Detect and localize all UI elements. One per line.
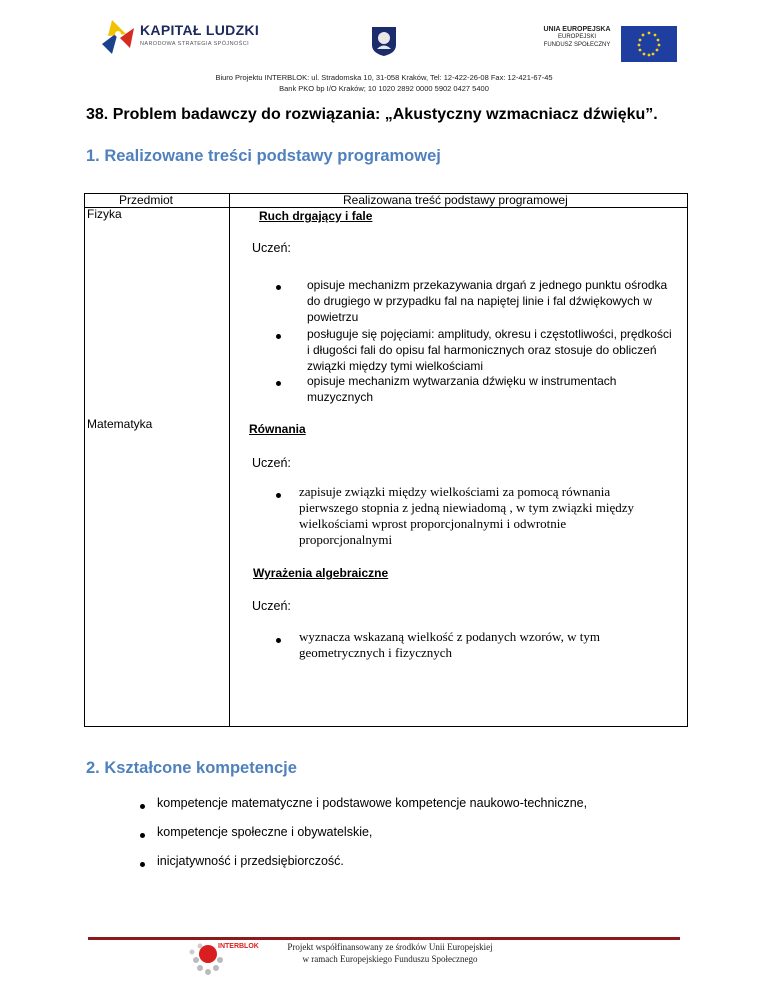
eu-logo-line3: FUNDUSZ SPOŁECZNY	[543, 42, 611, 48]
bullet-dot	[276, 638, 281, 643]
competence-item-1: kompetencje matematyczne i podstawowe kompetencje naukowo-techniczne,	[157, 796, 588, 810]
section2-heading: 2. Kształcone kompetencje	[86, 759, 297, 777]
table-header-divider	[85, 207, 687, 208]
competence-item-3: inicjatywność i przedsiębiorczość.	[157, 854, 344, 868]
portrait-emblem-icon	[369, 25, 399, 57]
competence-item-2: kompetencje społeczne i obywatelskie,	[157, 825, 373, 839]
header-address-line2: Bank PKO bp I/O Kraków; 10 1020 2892 0000 5902 0427 5400	[279, 84, 489, 93]
kapital-ludzki-subtitle: NARODOWA STRATEGIA SPÓJNOŚCI	[140, 41, 249, 47]
matematyka-student-label-2: Uczeń:	[252, 599, 291, 613]
subject-fizyka: Fizyka	[87, 207, 122, 221]
footer-line2: w ramach Europejskiego Funduszu Społecznego	[302, 954, 478, 964]
fizyka-student-label: Uczeń:	[252, 241, 291, 255]
matematyka-heading-wyrazenia: Wyrażenia algebraiczne	[253, 566, 389, 580]
eu-logo	[535, 24, 683, 68]
header-address-line1: Biuro Projektu INTERBLOK: ul. Stradomska 10, 31-058 Kraków, Tel: 12-422-26-08 Fax: 12-421-67-45	[215, 73, 553, 82]
table-header-content: Realizowana treść podstawy programowej	[343, 193, 568, 207]
eu-logo-line1: UNIA EUROPEJSKA	[543, 26, 611, 33]
eu-logo-line2: EUROPEJSKI	[557, 34, 596, 40]
bullet-dot	[140, 804, 145, 809]
bullet-dot	[140, 833, 145, 838]
footer-divider	[88, 937, 680, 940]
kapital-ludzki-title: KAPITAŁ LUDZKI	[140, 22, 260, 38]
school-emblem	[369, 25, 399, 57]
footer-line1: Projekt współfinansowany ze środków Unii Europejskiej	[287, 942, 493, 952]
matematyka-bullet-1: zapisuje związki między wielkościami za pomocą równania pierwszego stopnia z jedną niewiadomą , w tym związki między wielkościami wprost proporcjonalnymi i odwrotnie proporcjonalnymi	[299, 484, 635, 547]
bullet-dot	[276, 381, 281, 386]
subject-matematyka: Matematyka	[87, 417, 153, 431]
interblok-logo-text: INTERBLOK	[218, 943, 259, 950]
document-title: 38. Problem badawczy do rozwiązania: „Akustyczny wzmacniacz dźwięku”.	[86, 106, 658, 123]
fizyka-bullet-1: opisuje mechanizm przekazywania drgań z jednego punktu ośrodka do drugiego w przypadku fal na napiętej linie i fal dźwiękowych w powietrzu	[307, 278, 668, 324]
bullet-dot	[276, 285, 281, 290]
bullet-dot	[276, 493, 281, 498]
bullet-dot	[140, 862, 145, 867]
fizyka-heading: Ruch drgający i fale	[259, 209, 373, 223]
eu-flag-icon	[621, 26, 677, 62]
table-column-divider	[229, 194, 230, 726]
table-header-subject: Przedmiot	[119, 193, 174, 207]
bullet-dot	[276, 334, 281, 339]
matematyka-student-label-1: Uczeń:	[252, 456, 291, 470]
curriculum-table	[84, 193, 688, 727]
kapital-ludzki-logo	[98, 14, 268, 62]
matematyka-heading-rownania: Równania	[249, 422, 306, 436]
matematyka-bullet-2: wyznacza wskazaną wielkość z podanych wzorów, w tym geometrycznych i fizycznych	[299, 629, 600, 660]
fizyka-bullet-2: posługuje się pojęciami: amplitudy, okresu i częstotliwości, prędkości i długości fali do opisu fal harmonicznych oraz stosuje do obliczeń związki między tymi wielkościami	[307, 327, 672, 373]
kapital-ludzki-emblem-icon	[98, 14, 138, 58]
section1-heading: 1. Realizowane treści podstawy programowej	[86, 147, 441, 165]
fizyka-bullet-3: opisuje mechanizm wytwarzania dźwięku w instrumentach muzycznych	[307, 374, 617, 404]
